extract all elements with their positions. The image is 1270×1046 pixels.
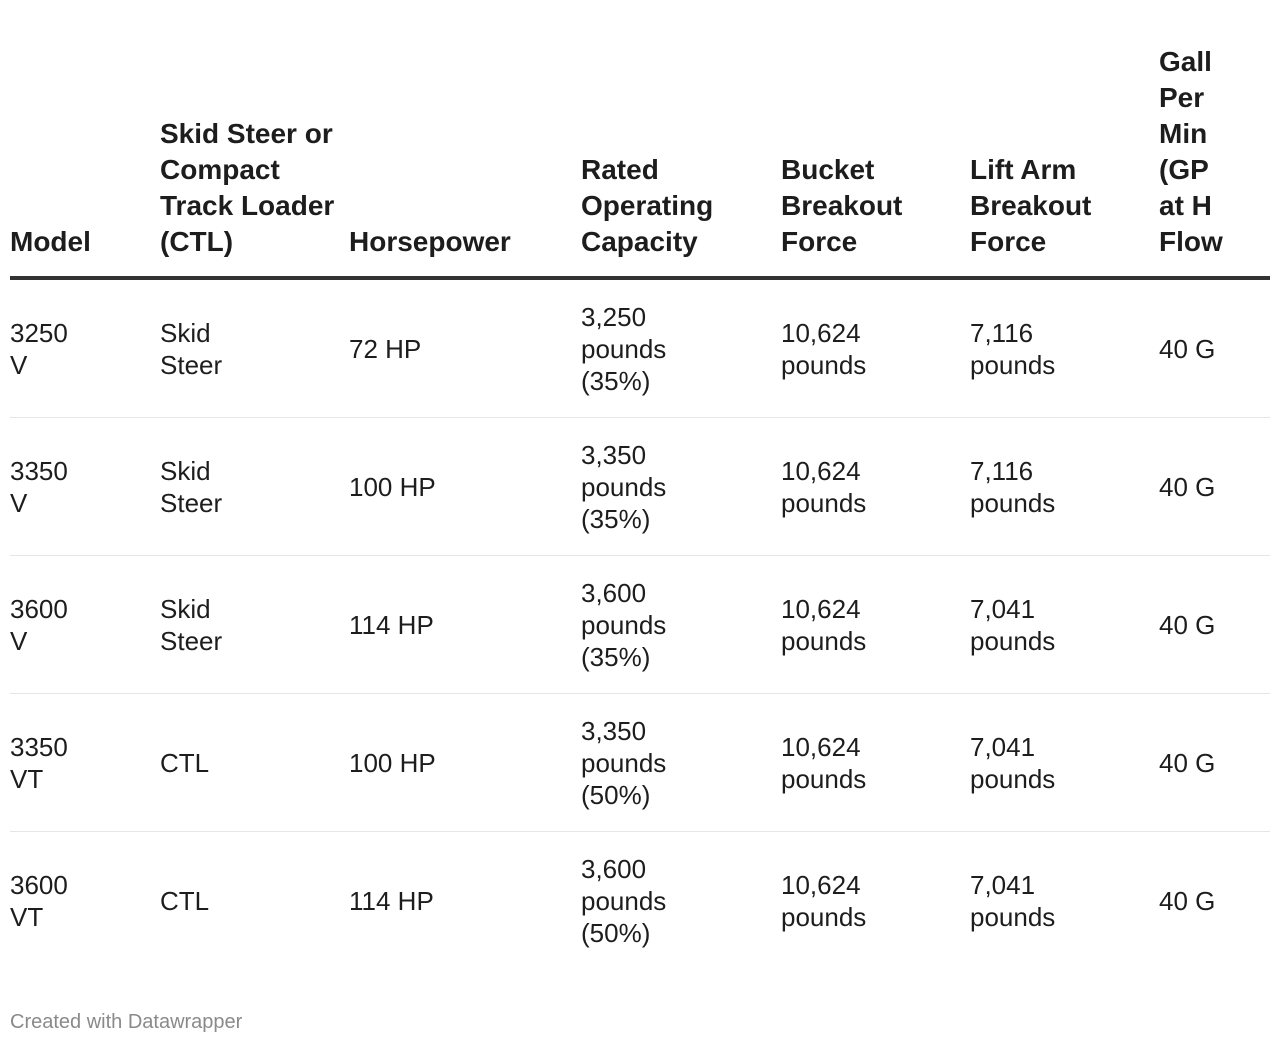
cell-type [160, 418, 349, 556]
cell-lift-arm-breakout-force-line: pounds [970, 625, 1056, 656]
table-body [10, 278, 1270, 969]
cell-bucket-breakout-force-line: 10,624 [781, 731, 861, 762]
cell-lift-arm-breakout-force-line: 7,041 [970, 869, 1036, 900]
cell-model-line: 3600 [10, 869, 68, 900]
cell-bucket-breakout-force-line: 10,624 [781, 869, 861, 900]
table-row [10, 278, 1270, 418]
cell-model-line: V [10, 625, 28, 656]
cell-model [10, 832, 160, 970]
cell-rated-operating-capacity-line: (50%) [581, 917, 651, 948]
cell-type-line: Steer [160, 349, 223, 380]
cell-rated-operating-capacity-line: pounds [581, 747, 667, 778]
cell-bucket-breakout-force-line: pounds [781, 349, 867, 380]
cell-model-line: VT [10, 901, 44, 932]
cell-horsepower [349, 832, 581, 970]
cell-type [160, 832, 349, 970]
cell-bucket-breakout-force-line: 10,624 [781, 455, 861, 486]
cell-type [160, 556, 349, 694]
cell-model-line: VT [10, 763, 44, 794]
cell-bucket-breakout-force [781, 278, 970, 418]
cell-gallons-per-minute [1159, 694, 1270, 832]
cell-type-line: CTL [160, 747, 210, 778]
cell-bucket-breakout-force [781, 694, 970, 832]
cell-bucket-breakout-force-line: pounds [781, 487, 867, 518]
cell-type-line: Skid [160, 317, 211, 348]
cell-rated-operating-capacity-line: 3,250 [581, 301, 647, 332]
cell-horsepower-line: 100 HP [349, 471, 436, 502]
cell-rated-operating-capacity-line: (35%) [581, 641, 651, 672]
cell-lift-arm-breakout-force-line: pounds [970, 763, 1056, 794]
cell-bucket-breakout-force-line: 10,624 [781, 317, 861, 348]
table-row [10, 556, 1270, 694]
cell-rated-operating-capacity-line: pounds [581, 471, 667, 502]
cell-rated-operating-capacity-line: (35%) [581, 503, 651, 534]
table-container [10, 0, 1223, 1046]
cell-gallons-per-minute-line: 40 G [1159, 333, 1216, 364]
cell-rated-operating-capacity [581, 832, 781, 970]
column-header-type[interactable]: Skid Steer or Compact Track Loader (CTL) [160, 44, 349, 278]
cell-rated-operating-capacity [581, 556, 781, 694]
cell-rated-operating-capacity-line: pounds [581, 885, 667, 916]
cell-horsepower-line: 72 HP [349, 333, 422, 364]
cell-model-line: 3600 [10, 593, 68, 624]
cell-lift-arm-breakout-force-line: 7,116 [970, 455, 1034, 486]
cell-lift-arm-breakout-force-line: 7,041 [970, 593, 1036, 624]
cell-type-line: Steer [160, 625, 223, 656]
cell-gallons-per-minute-line: 40 G [1159, 471, 1216, 502]
cell-type-line: Skid [160, 593, 211, 624]
column-header-horsepower[interactable]: Horsepower [349, 44, 581, 278]
cell-model [10, 278, 160, 418]
cell-type [160, 694, 349, 832]
cell-lift-arm-breakout-force [970, 694, 1159, 832]
cell-rated-operating-capacity [581, 418, 781, 556]
cell-gallons-per-minute [1159, 556, 1270, 694]
cell-horsepower-line: 100 HP [349, 747, 436, 778]
cell-lift-arm-breakout-force-line: pounds [970, 901, 1056, 932]
cell-lift-arm-breakout-force [970, 418, 1159, 556]
cell-rated-operating-capacity [581, 694, 781, 832]
cell-rated-operating-capacity-line: (50%) [581, 779, 651, 810]
specs-table [10, 44, 1270, 969]
cell-lift-arm-breakout-force [970, 832, 1159, 970]
column-header-bucket-breakout-force[interactable]: Bucket Breakout Force [781, 44, 970, 278]
cell-rated-operating-capacity [581, 278, 781, 418]
table-row [10, 418, 1270, 556]
column-header-lift-arm-breakout-force[interactable]: Lift Arm Breakout Force [970, 44, 1159, 278]
table-row [10, 694, 1270, 832]
cell-bucket-breakout-force-line: pounds [781, 763, 867, 794]
cell-horsepower-line: 114 HP [349, 609, 434, 640]
datawrapper-credit[interactable]: Created with Datawrapper [10, 1011, 243, 1033]
cell-type-line: Skid [160, 455, 211, 486]
cell-rated-operating-capacity-line: pounds [581, 609, 667, 640]
table-header [10, 44, 1270, 278]
cell-horsepower-line: 114 HP [349, 885, 434, 916]
table-row [10, 832, 1270, 970]
cell-gallons-per-minute [1159, 278, 1270, 418]
cell-gallons-per-minute-line: 40 G [1159, 609, 1216, 640]
cell-gallons-per-minute [1159, 418, 1270, 556]
cell-lift-arm-breakout-force [970, 278, 1159, 418]
cell-bucket-breakout-force-line: 10,624 [781, 593, 861, 624]
cell-model [10, 694, 160, 832]
cell-horsepower [349, 278, 581, 418]
cell-type [160, 278, 349, 418]
cell-lift-arm-breakout-force-line: pounds [970, 349, 1056, 380]
cell-model-line: 3350 [10, 731, 68, 762]
cell-rated-operating-capacity-line: (35%) [581, 365, 651, 396]
cell-type-line: CTL [160, 885, 210, 916]
cell-horsepower [349, 694, 581, 832]
header-row [10, 44, 1270, 278]
cell-model-line: 3250 [10, 317, 68, 348]
cell-rated-operating-capacity-line: 3,600 [581, 577, 647, 608]
cell-type-line: Steer [160, 487, 223, 518]
cell-rated-operating-capacity-line: pounds [581, 333, 667, 364]
cell-gallons-per-minute [1159, 832, 1270, 970]
cell-lift-arm-breakout-force-line: pounds [970, 487, 1056, 518]
column-header-gallons-per-minute[interactable]: Gall Per Min (GP at H Flow [1159, 44, 1270, 278]
cell-rated-operating-capacity-line: 3,600 [581, 853, 647, 884]
cell-bucket-breakout-force [781, 418, 970, 556]
cell-model [10, 556, 160, 694]
cell-bucket-breakout-force-line: pounds [781, 901, 867, 932]
cell-lift-arm-breakout-force-line: 7,041 [970, 731, 1036, 762]
cell-rated-operating-capacity-line: 3,350 [581, 439, 647, 470]
cell-model-line: 3350 [10, 455, 68, 486]
cell-model [10, 418, 160, 556]
column-header-rated-operating-capacity[interactable]: Rated Operating Capacity [581, 44, 781, 278]
cell-bucket-breakout-force [781, 556, 970, 694]
cell-bucket-breakout-force [781, 832, 970, 970]
cell-lift-arm-breakout-force-line: 7,116 [970, 317, 1034, 348]
cell-gallons-per-minute-line: 40 G [1159, 747, 1216, 778]
cell-model-line: V [10, 349, 28, 380]
cell-horsepower [349, 556, 581, 694]
cell-model-line: V [10, 487, 28, 518]
cell-rated-operating-capacity-line: 3,350 [581, 715, 647, 746]
column-header-model[interactable]: Model [10, 44, 160, 278]
cell-gallons-per-minute-line: 40 G [1159, 885, 1216, 916]
cell-horsepower [349, 418, 581, 556]
cell-bucket-breakout-force-line: pounds [781, 625, 867, 656]
cell-lift-arm-breakout-force [970, 556, 1159, 694]
